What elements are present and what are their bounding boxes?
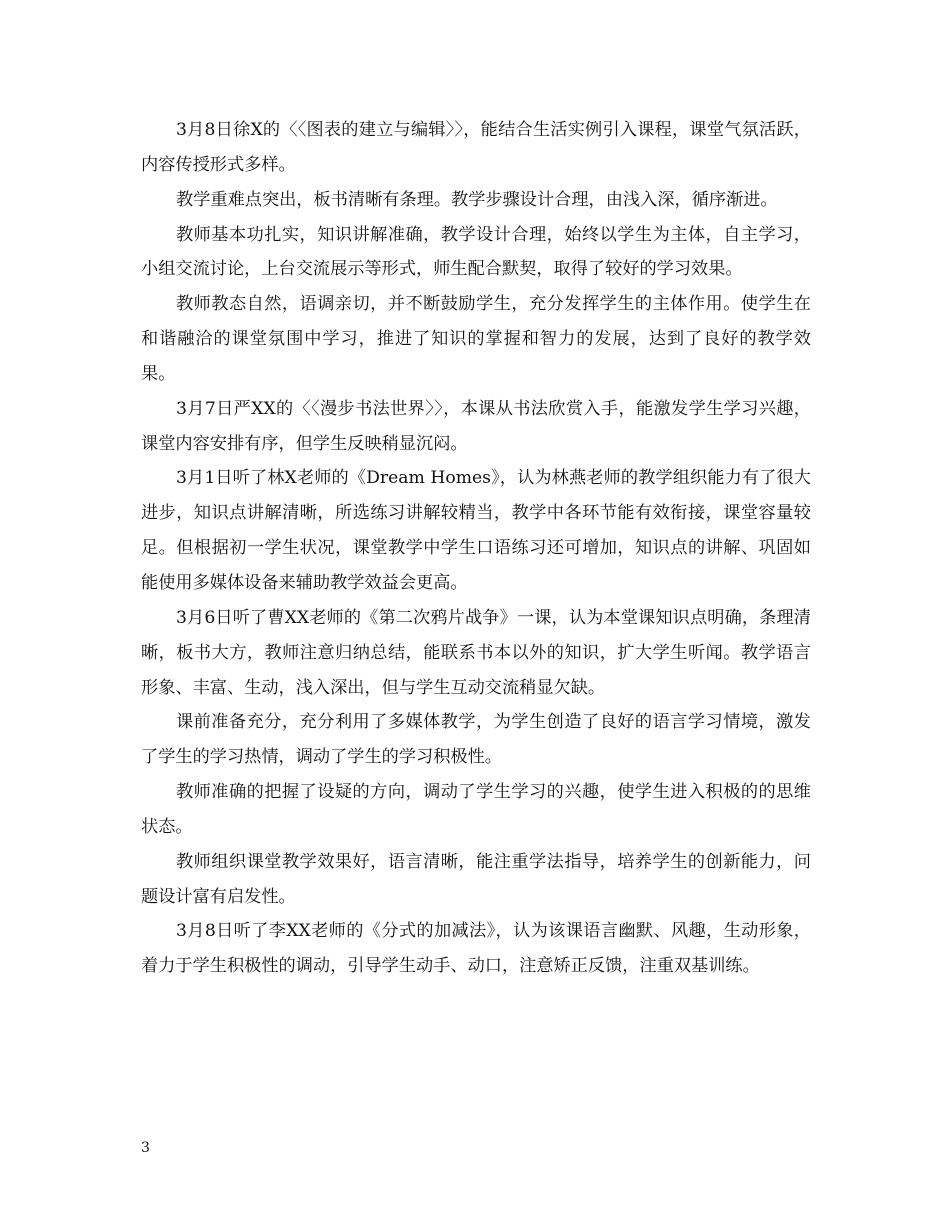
paragraph-2: 教学重难点突出，板书清晰有条理。教学步骤设计合理，由浅入深，循序渐进。: [176, 189, 778, 210]
page-number: 3: [141, 1140, 150, 1156]
paragraph-3: 教师基本功扎实，知识讲解准确，教学设计合理，始终以学生为主体，自主学习，小组交流讨论，上台交流展示等形式，师生配合默契，取得了较好的学习效果。: [141, 224, 811, 280]
document-body: [141, 113, 811, 984]
paragraph-10: 教师组织课堂教学效果好，语言清晰，能注重学法指导，培养学生的创新能力，问题设计富有启发性。: [141, 851, 811, 907]
paragraph-5: 3月7日严XX的〈〈漫步书法世界〉〉，本课从书法欣赏入手，能激发学生学习兴趣，课堂内容安排有序，但学生反映稍显沉闷。: [141, 398, 811, 454]
paragraph-8: 课前准备充分，充分利用了多媒体教学，为学生创造了良好的语言学习情境，激发了学生的学习热情，调动了学生的学习积极性。: [141, 712, 811, 768]
paragraph-9: 教师准确的把握了设疑的方向，调动了学生学习的兴趣，使学生进入积极的的思维状态。: [141, 782, 811, 837]
paragraph-11: 3月8日听了李XX老师的《分式的加减法》，认为该课语言幽默、风趣，生动形象，着力于学生积极性的调动，引导学生动手、动口，注意矫正反馈，注重双基训练。: [141, 921, 811, 977]
paragraph-1: 3月8日徐X的〈〈图表的建立与编辑〉〉，能结合生活实例引入课程，课堂气氛活跃，内容传授形式多样。: [141, 120, 811, 175]
paragraph-7: 3月6日听了曹XX老师的《第二次鸦片战争》一课，认为本堂课知识点明确，条理清晰，板书大方，教师注意归纳总结，能联系书本以外的知识，扩大学生听闻。教学语言形象、丰富、生动，浅入深出，但与学生互动交流稍显欠缺。: [141, 607, 811, 698]
paragraph-6: 3月1日听了林X老师的《Dream Homes》，认为林燕老师的教学组织能力有了很大进步，知识点讲解清晰，所选练习讲解较精当，教学中各环节能有效衔接，课堂容量较足。但根据初一学生状况，课堂教学中学生口语练习还可增加，知识点的讲解、巩固如能使用多媒体设备来辅助教学效益会更高。: [141, 468, 811, 593]
paragraph-4: 教师教态自然，语调亲切，并不断鼓励学生，充分发挥学生的主体作用。使学生在和谐融洽的课堂氛围中学习，推进了知识的掌握和智力的发展，达到了良好的教学效果。: [141, 294, 811, 384]
